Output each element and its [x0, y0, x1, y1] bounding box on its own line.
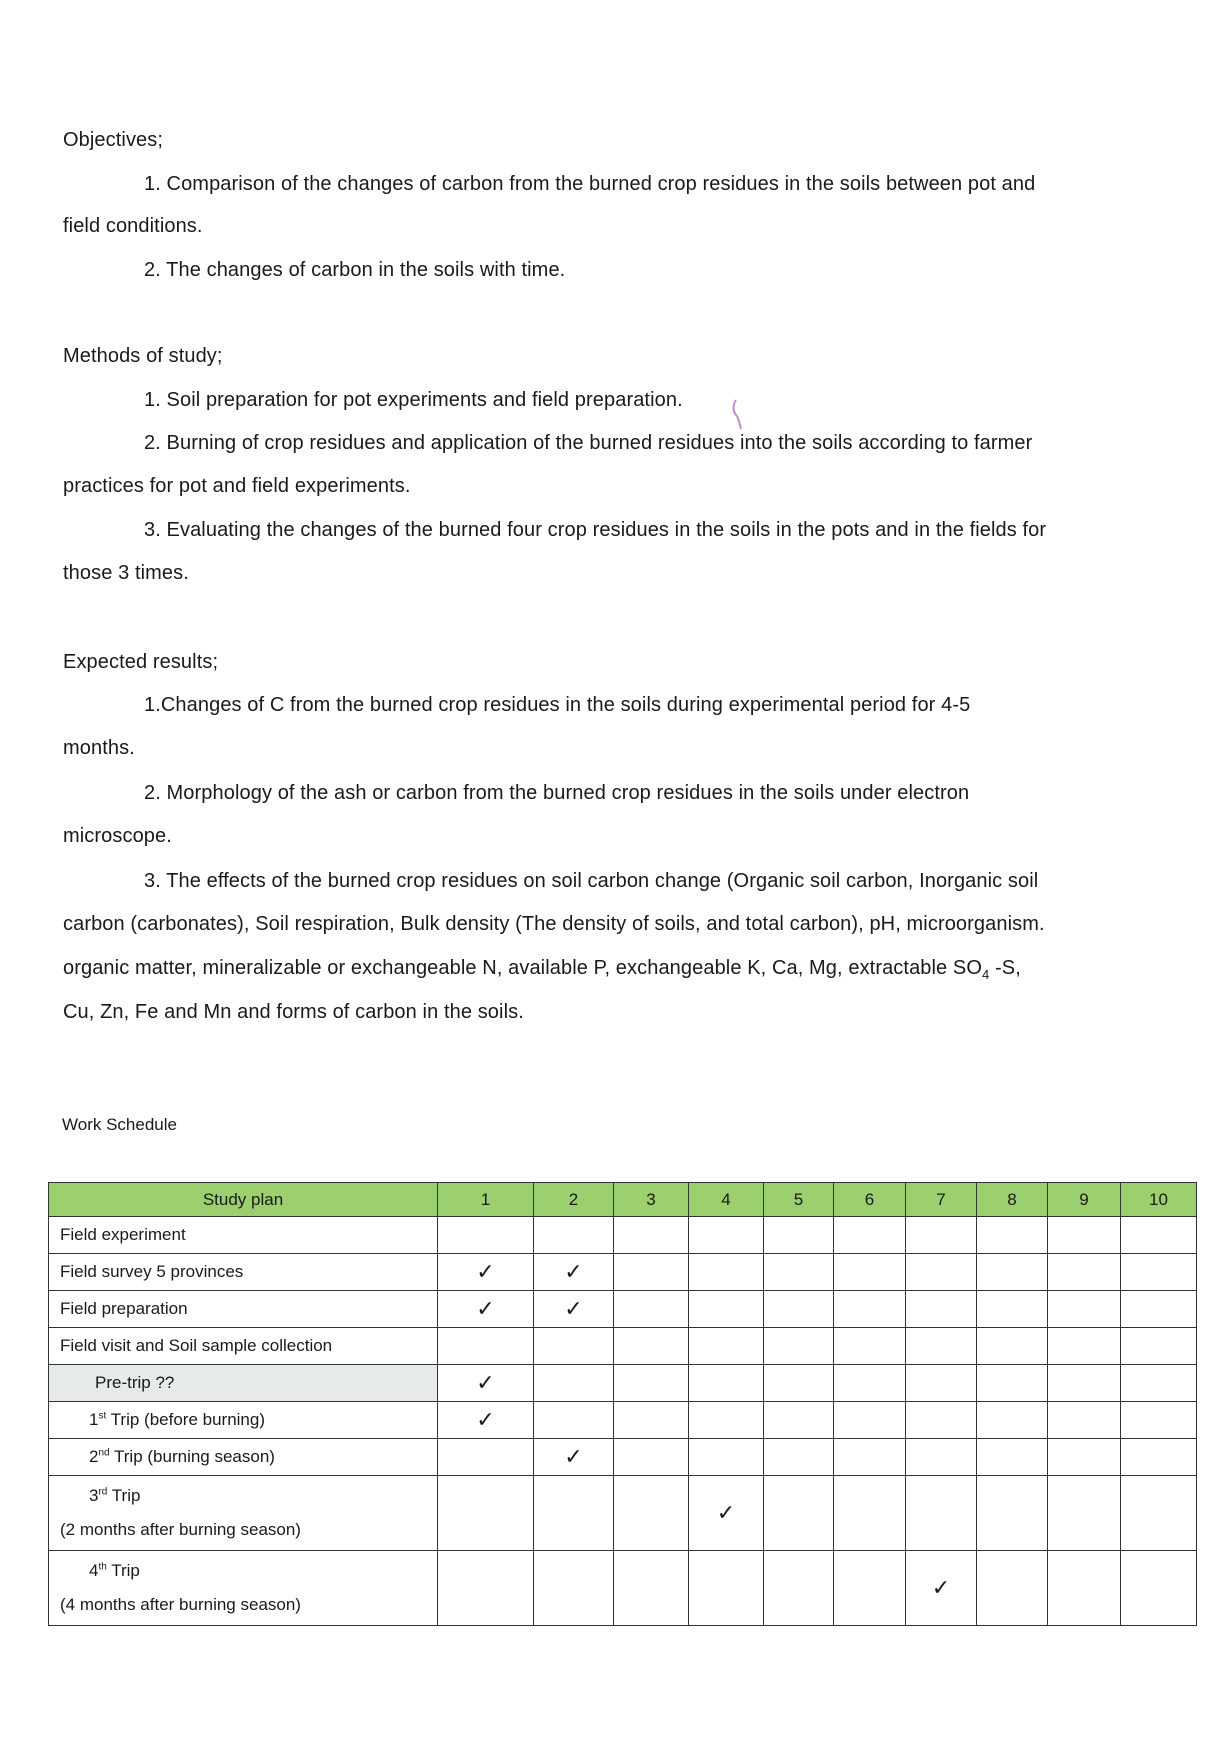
- table-row: [49, 1365, 1197, 1402]
- schedule-cell: [614, 1476, 689, 1551]
- schedule-cell: [834, 1254, 906, 1291]
- trip-text: Trip: [107, 1486, 141, 1505]
- check-mark-icon: ✓: [476, 1297, 495, 1322]
- schedule-cell: [534, 1551, 614, 1626]
- schedule-cell: [977, 1551, 1048, 1626]
- schedule-cell: [977, 1217, 1048, 1254]
- schedule-cell: [689, 1402, 764, 1439]
- expected-3-line-3-tail: -S,: [989, 957, 1021, 979]
- pen-stroke-mark: [730, 398, 742, 430]
- method-2-line-1: 2. Burning of crop residues and application of the burned residues into the soils according to farmer: [144, 432, 1033, 454]
- schedule-cell: [764, 1476, 834, 1551]
- schedule-cell: [438, 1328, 534, 1365]
- table-row: [49, 1328, 1197, 1365]
- schedule-cell: [534, 1476, 614, 1551]
- check-mark-icon: ✓: [564, 1445, 583, 1470]
- row-label: Field visit and Soil sample collection: [49, 1328, 438, 1365]
- schedule-cell: [534, 1217, 614, 1254]
- row-label: [49, 1439, 438, 1476]
- check-mark-icon: ✓: [716, 1501, 736, 1526]
- schedule-cell: [834, 1217, 906, 1254]
- month-header: 9: [1048, 1183, 1121, 1217]
- schedule-cell: [764, 1439, 834, 1476]
- check-mark-icon: ✓: [476, 1260, 495, 1285]
- schedule-cell: [1048, 1291, 1121, 1328]
- schedule-cell: [834, 1439, 906, 1476]
- check-mark-icon: ✓: [931, 1576, 951, 1601]
- schedule-cell: [689, 1551, 764, 1626]
- schedule-cell: [1048, 1439, 1121, 1476]
- month-header: 10: [1121, 1183, 1197, 1217]
- objectives-heading: Objectives;: [63, 129, 164, 151]
- schedule-cell: [614, 1328, 689, 1365]
- trip-number: 1: [89, 1410, 99, 1429]
- trip-number: 2: [89, 1447, 99, 1466]
- ordinal-suffix: st: [98, 1410, 107, 1422]
- schedule-cell: [764, 1254, 834, 1291]
- schedule-cell: [1121, 1291, 1197, 1328]
- schedule-cell: [764, 1365, 834, 1402]
- row-label: [49, 1402, 438, 1439]
- trip-text: Trip (burning season): [109, 1447, 275, 1466]
- trip-note: (4 months after burning season): [60, 1595, 301, 1614]
- schedule-cell: [614, 1402, 689, 1439]
- schedule-cell: [764, 1291, 834, 1328]
- schedule-cell: [1121, 1551, 1197, 1626]
- month-header: 4: [689, 1183, 764, 1217]
- expected-1-line-2: months.: [63, 737, 135, 759]
- schedule-cell: [1048, 1402, 1121, 1439]
- schedule-cell: [438, 1402, 534, 1439]
- schedule-cell: [977, 1291, 1048, 1328]
- schedule-cell: [1121, 1402, 1197, 1439]
- schedule-cell: [1121, 1217, 1197, 1254]
- schedule-cell: [689, 1476, 764, 1551]
- schedule-cell: [1048, 1476, 1121, 1551]
- objective-1-line-2: field conditions.: [63, 215, 203, 237]
- schedule-cell: [614, 1551, 689, 1626]
- schedule-cell: [906, 1328, 977, 1365]
- table-row: [49, 1217, 1197, 1254]
- schedule-cell: [1048, 1328, 1121, 1365]
- expected-1-line-1: 1.Changes of C from the burned crop residues in the soils during experimental period for 4-5: [144, 694, 971, 716]
- month-header: 8: [977, 1183, 1048, 1217]
- schedule-cell: [614, 1439, 689, 1476]
- schedule-cell: [764, 1551, 834, 1626]
- schedule-cell: [1121, 1365, 1197, 1402]
- schedule-cell: [1048, 1365, 1121, 1402]
- schedule-cell: [1121, 1328, 1197, 1365]
- expected-3-line-3: [63, 957, 1021, 982]
- expected-3-line-2: carbon (carbonates), Soil respiration, Bulk density (The density of soils, and total carbon), pH, microorganism.: [63, 913, 1045, 935]
- row-label: Pre-trip ??: [49, 1365, 438, 1402]
- schedule-cell: [614, 1217, 689, 1254]
- ordinal-suffix: rd: [98, 1486, 108, 1498]
- ordinal-suffix: nd: [98, 1447, 110, 1459]
- schedule-cell: [977, 1439, 1048, 1476]
- schedule-cell: [534, 1254, 614, 1291]
- table-row: [49, 1254, 1197, 1291]
- schedule-cell: [906, 1476, 977, 1551]
- trip-text: Trip: [106, 1561, 140, 1580]
- schedule-cell: [1048, 1551, 1121, 1626]
- schedule-cell: [977, 1476, 1048, 1551]
- schedule-cell: [534, 1439, 614, 1476]
- objective-2: 2. The changes of carbon in the soils with time.: [144, 259, 566, 281]
- schedule-cell: [764, 1402, 834, 1439]
- schedule-cell: [834, 1551, 906, 1626]
- subscript-4: 4: [982, 967, 990, 982]
- trip-note: (2 months after burning season): [60, 1520, 301, 1539]
- schedule-cell: [834, 1476, 906, 1551]
- month-header: 3: [614, 1183, 689, 1217]
- expected-3-line-1: 3. The effects of the burned crop residues on soil carbon change (Organic soil carbon, Inorganic soil: [144, 870, 1039, 892]
- row-label: Field experiment: [49, 1217, 438, 1254]
- table-row: [49, 1439, 1197, 1476]
- method-2-line-2: practices for pot and field experiments.: [63, 475, 411, 497]
- schedule-cell: [534, 1328, 614, 1365]
- schedule-cell: [977, 1328, 1048, 1365]
- trip-text: Trip (before burning): [106, 1410, 265, 1429]
- table-row: [49, 1402, 1197, 1439]
- schedule-cell: [689, 1254, 764, 1291]
- row-label: [49, 1551, 438, 1626]
- objective-1-line-1: 1. Comparison of the changes of carbon from the burned crop residues in the soils between pot and: [144, 173, 1036, 195]
- month-header: 5: [764, 1183, 834, 1217]
- schedule-cell: [1048, 1254, 1121, 1291]
- schedule-cell: [834, 1365, 906, 1402]
- schedule-cell: [977, 1254, 1048, 1291]
- check-mark-icon: ✓: [476, 1371, 495, 1396]
- expected-2-line-1: 2. Morphology of the ash or carbon from the burned crop residues in the soils under electron: [144, 782, 970, 804]
- schedule-cell: [1048, 1217, 1121, 1254]
- method-1: 1. Soil preparation for pot experiments and field preparation.: [144, 389, 683, 411]
- schedule-cell: [689, 1291, 764, 1328]
- schedule-cell: [689, 1217, 764, 1254]
- method-3-line-1: 3. Evaluating the changes of the burned four crop residues in the soils in the pots and in the fields for: [144, 519, 1047, 541]
- schedule-cell: [906, 1402, 977, 1439]
- table-header-row: [49, 1183, 1197, 1217]
- ordinal-suffix: th: [98, 1561, 107, 1573]
- schedule-cell: [906, 1291, 977, 1328]
- check-mark-icon: ✓: [476, 1408, 495, 1433]
- schedule-cell: [689, 1365, 764, 1402]
- schedule-cell: [834, 1402, 906, 1439]
- schedule-cell: [534, 1402, 614, 1439]
- schedule-cell: [614, 1254, 689, 1291]
- month-header: 2: [534, 1183, 614, 1217]
- schedule-cell: [1121, 1439, 1197, 1476]
- month-header: 1: [438, 1183, 534, 1217]
- expected-heading: Expected results;: [63, 651, 219, 673]
- schedule-cell: [906, 1551, 977, 1626]
- schedule-cell: [689, 1328, 764, 1365]
- schedule-cell: [834, 1328, 906, 1365]
- schedule-cell: [977, 1365, 1048, 1402]
- schedule-cell: [438, 1291, 534, 1328]
- schedule-cell: [1121, 1476, 1197, 1551]
- methods-heading: Methods of study;: [63, 345, 223, 367]
- schedule-cell: [906, 1439, 977, 1476]
- schedule-cell: [438, 1439, 534, 1476]
- check-mark-icon: ✓: [564, 1297, 583, 1322]
- row-label: Field preparation: [49, 1291, 438, 1328]
- row-label: [49, 1476, 438, 1551]
- schedule-cell: [534, 1365, 614, 1402]
- schedule-cell: [1121, 1254, 1197, 1291]
- work-schedule-table: [48, 1182, 1197, 1626]
- schedule-cell: [906, 1254, 977, 1291]
- schedule-cell: [438, 1254, 534, 1291]
- table-row: [49, 1291, 1197, 1328]
- trip-number: 3: [89, 1486, 99, 1505]
- trip-number: 4: [89, 1561, 99, 1580]
- expected-3-line-4: Cu, Zn, Fe and Mn and forms of carbon in the soils.: [63, 1001, 524, 1023]
- check-mark-icon: ✓: [564, 1260, 583, 1285]
- expected-3-line-3-text: organic matter, mineralizable or exchangeable N, available P, exchangeable K, Ca, Mg, extractable SO: [63, 957, 983, 979]
- method-3-line-2: those 3 times.: [63, 562, 189, 584]
- schedule-cell: [764, 1328, 834, 1365]
- row-label: Field survey 5 provinces: [49, 1254, 438, 1291]
- schedule-cell: [614, 1365, 689, 1402]
- schedule-cell: [438, 1217, 534, 1254]
- schedule-cell: [438, 1476, 534, 1551]
- table-row: [49, 1476, 1197, 1551]
- schedule-cell: [764, 1217, 834, 1254]
- schedule-cell: [534, 1291, 614, 1328]
- schedule-cell: [614, 1291, 689, 1328]
- schedule-cell: [834, 1291, 906, 1328]
- schedule-cell: [906, 1365, 977, 1402]
- schedule-cell: [438, 1365, 534, 1402]
- month-header: 6: [834, 1183, 906, 1217]
- schedule-cell: [906, 1217, 977, 1254]
- expected-2-line-2: microscope.: [63, 825, 172, 847]
- month-header: 7: [906, 1183, 977, 1217]
- table-row: [49, 1551, 1197, 1626]
- schedule-cell: [977, 1402, 1048, 1439]
- schedule-cell: [438, 1551, 534, 1626]
- schedule-cell: [689, 1439, 764, 1476]
- study-plan-header: Study plan: [49, 1183, 438, 1217]
- work-schedule-title: Work Schedule: [62, 1115, 177, 1134]
